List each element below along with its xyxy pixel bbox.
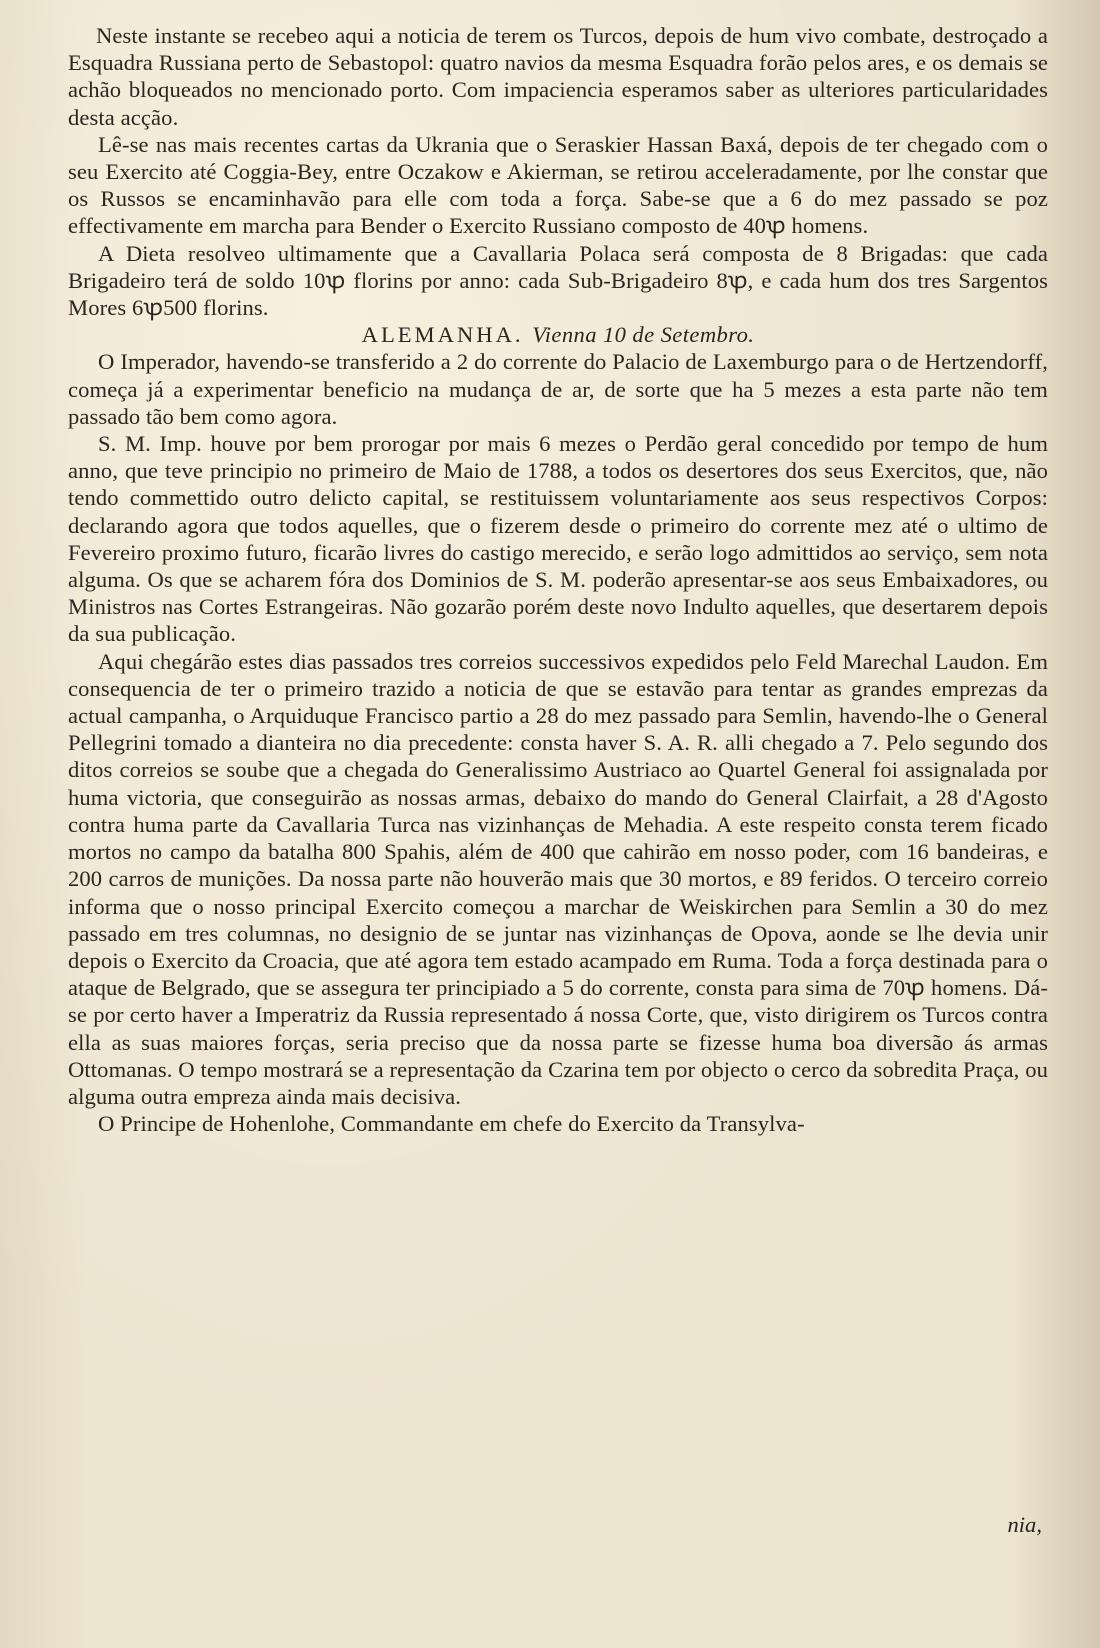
paragraph-couriers-laudon: Aqui chegárão estes dias passados tres correios successivos expedidos pelo Feld Marechal Laudon. Em consequencia de ter o primeiro trazido a noticia de que se estavão para tentar as grandes emprezas da actual campanha, o Arquiduque Francisco partio a 28 do mez passado para Semlin, havendo-lhe o General Pellegrini tomado a dianteira no dia precedente: consta haver S. A. R. alli chegado a 7. Pelo segundo dos ditos correios se soube que a chegada do Generalissimo Austriaco ao Quartel General foi assignalada por huma victoria, que conseguirão as nossas armas, debaixo do mando do General Clairfait, a 28 d'Agosto contra huma parte da Cavallaria Turca nas vizinhanças de Mehadia. A este respeito consta terem ficado mortos no campo da batalha 800 Spahis, além de 400 que cahirão em nosso poder, com 16 bandeiras, e 200 carros de munições. Da nossa parte não houverão mais que 30 mortos, e 89 feridos. O terceiro correio informa que o nosso principal Exercito começou a marchar de Weiskirchen para Semlin a 30 do mez passado em tres columnas, no designio de se juntar nas vizinhanças de Opova, aonde se lhe devia unir depois o Exercito da Croacia, que até agora tem estado acampado em Ruma. Toda a força destinada para o ataque de Belgrado, que se assegura ter principiado a 5 do corrente, consta para sima de 70ꝕ homens. Dá-se por certo haver a Imperatriz da Russia representado á nossa Corte, que, visto dirigirem os Turcos contra ella as suas maiores forças, seria preciso que da nossa parte se fizesse huma boa diversão ás armas Ottomanas. O tempo mostrará se a representação da Czarina tem por objecto o cerco da sobredita Praça, ou alguma outra empreza ainda mais decisiva.: [68, 648, 1048, 1109]
section-country: ALEMANHA.: [361, 322, 524, 348]
paragraph-hohenlohe: O Principe de Hohenlohe, Commandante em chefe do Exercito da Transylva-: [98, 1111, 805, 1137]
paragraph-emperor-health: O Imperador, havendo-se transferido a 2 do corrente do Palacio de Laxemburgo para o de Hertzendorff, começa já a experimentar beneficio na mudança de ar, de sorte que ha 5 mezes a esta parte não tem passado tão bem como agora.: [68, 349, 1048, 429]
section-dateline: Vienna 10 de Setembro.: [532, 322, 755, 348]
catchword: nia,: [1007, 1512, 1042, 1537]
paragraph-general-pardon: S. M. Imp. houve por bem prorogar por mais 6 mezes o Perdão geral concedido por tempo de hum anno, que teve principio no primeiro de Maio de 1788, a todos os desertores dos seus Exercitos, que, não tendo commettido outro delicto capital, se restituissem voluntariamente aos seus respectivos Corpos: declarando agora que todos aquelles, que o fizerem desde o primeiro do corrente mez até o ultimo de Fevereiro proximo futuro, ficarão livres do castigo merecido, e serão logo admittidos ao serviço, sem nota alguma. Os que se acharem fóra dos Dominios de S. M. poderão apresentar-se aos seus Embaixadores, ou Ministros nas Cortes Estrangeiras. Não gozarão porém deste novo Indulto aquelles, que desertarem depois da sua publicação.: [68, 431, 1048, 647]
paragraph-polish-diet: A Dieta resolveo ultimamente que a Cavallaria Polaca será composta de 8 Brigadas: que cada Brigadeiro terá de soldo 10ꝕ florins por anno: cada Sub-Brigadeiro 8ꝕ, e cada hum dos tres Sargentos Mores 6ꝕ500 florins.: [68, 240, 1048, 321]
article-body: [68, 22, 1048, 1137]
section-heading: [68, 321, 1048, 348]
paragraph-ukraine-report: Lê-se nas mais recentes cartas da Ukrania que o Seraskier Hassan Baxá, depois de ter chegado com o seu Exercito até Coggia-Bey, entre Oczakow e Akierman, se retirou acceleradamente, por lhe constar que os Russos se encaminhavão para elle com toda a força. Sabe-se que a 6 do mez passado se poz effectivamente em marcha para Bender o Exercito Russiano composto de 40ꝕ homens.: [68, 131, 1048, 239]
paragraph-turkish-victory: Neste instante se recebeo aqui a noticia de terem os Turcos, depois de hum vivo combate, destroçado a Esquadra Russiana perto de Sebastopol: quatro navios da mesma Esquadra forão pelos ares, e os demais se achão bloqueados no mencionado porto. Com impaciencia esperamos saber as ulteriores particularidades desta acção.: [68, 23, 1048, 130]
